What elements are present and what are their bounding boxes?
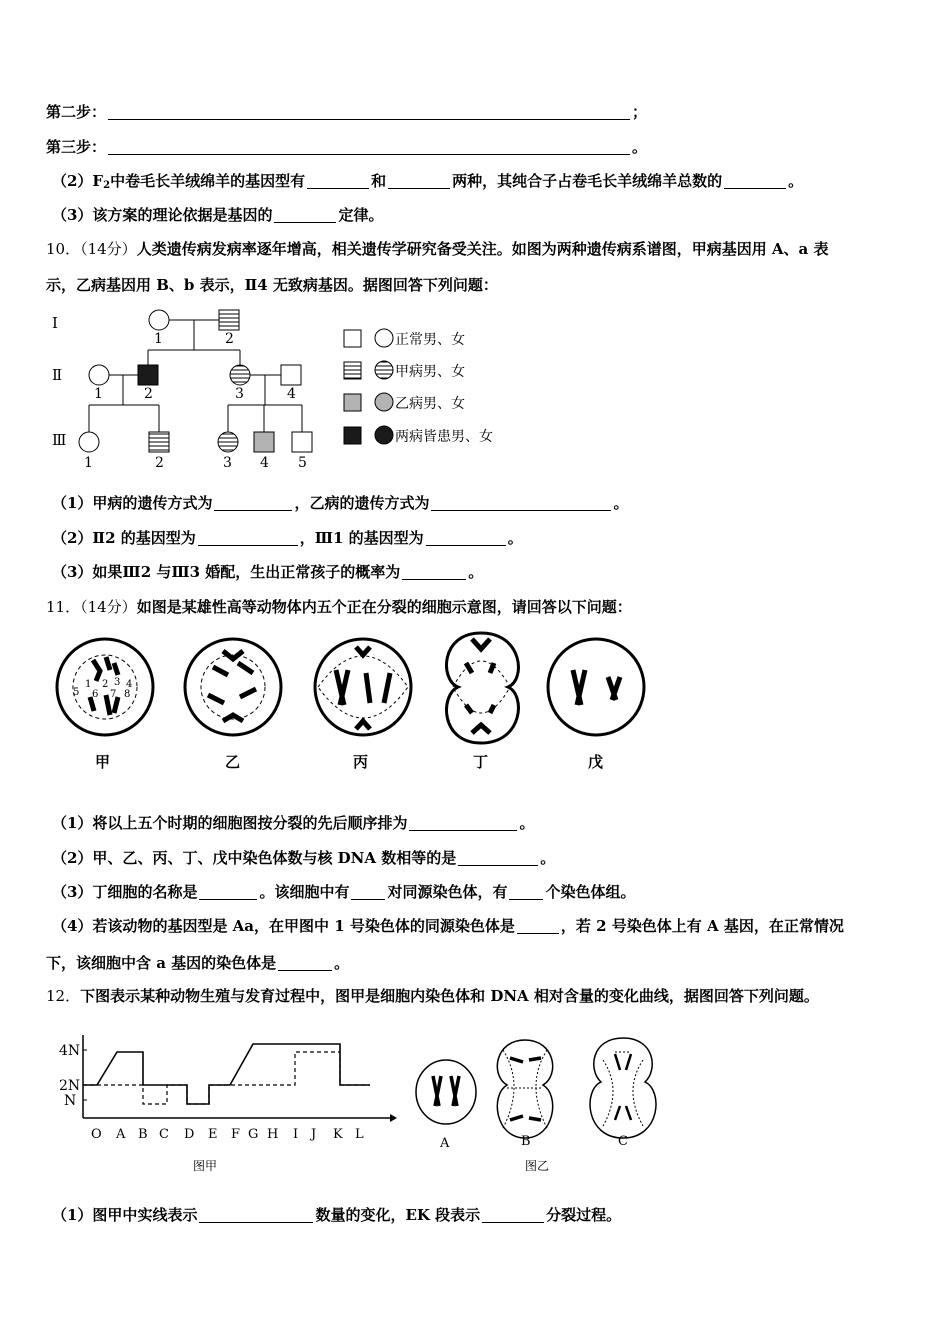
legend-b-female bbox=[375, 393, 393, 411]
cell-bing bbox=[315, 639, 411, 735]
x-label-b: B bbox=[138, 1127, 148, 1142]
dashed-curve bbox=[83, 1052, 370, 1104]
q11-part1 bbox=[52, 813, 534, 833]
q9-p2-c: 和 bbox=[371, 172, 387, 190]
x-label-g: G bbox=[248, 1127, 259, 1142]
gen2-male-4 bbox=[281, 365, 301, 385]
gen2-female-3 bbox=[230, 365, 250, 385]
x-label-o: O bbox=[91, 1127, 102, 1142]
q11-p3-blank1[interactable] bbox=[199, 885, 257, 900]
gen3-male-2 bbox=[149, 432, 169, 452]
gen3-male-4 bbox=[254, 432, 274, 452]
graph-jia bbox=[59, 1035, 397, 1173]
q10-p3-blank[interactable] bbox=[402, 565, 466, 580]
q9-step3 bbox=[46, 137, 647, 157]
legend-b-male bbox=[344, 394, 361, 411]
x-label-l: L bbox=[355, 1127, 364, 1142]
cell-c bbox=[590, 1038, 656, 1138]
q11-intro-text: 如图是某雄性高等动物体内五个正在分裂的细胞示意图，请回答以下问题： bbox=[136, 598, 632, 616]
x-axis-arrow bbox=[390, 1114, 397, 1122]
q10-p2-blank1[interactable] bbox=[198, 531, 298, 546]
q9-p3-blank[interactable] bbox=[274, 208, 336, 223]
legend-normal-male bbox=[344, 330, 361, 347]
jia-num-5: 5 bbox=[73, 687, 80, 698]
gen3-num-3: 3 bbox=[223, 455, 232, 471]
x-label-d: D bbox=[184, 1127, 195, 1142]
gen3-female-1 bbox=[79, 432, 99, 452]
jia-num-2: 2 bbox=[102, 679, 109, 690]
cell-jia bbox=[57, 639, 153, 735]
legend-text-3: 乙病男、女 bbox=[395, 396, 465, 412]
q9-step3-end: 。 bbox=[632, 138, 648, 156]
cell-label-bing: 丙 bbox=[353, 753, 369, 771]
x-label-e: E bbox=[208, 1127, 218, 1142]
gen2-num-4: 4 bbox=[287, 386, 296, 402]
q10-p2-b: ，Ⅲ1 的基因型为 bbox=[299, 529, 424, 547]
cell-label-jia: 甲 bbox=[95, 753, 111, 771]
caption-fig-yi: 图乙 bbox=[525, 1159, 550, 1173]
gen1-male-2 bbox=[219, 310, 239, 330]
q12-intro-text: 下图表示某种动物生殖与发育过程中，图甲是细胞内染色体和 DNA 相对含量的变化曲线，据图回答下列问题。 bbox=[80, 987, 819, 1005]
gen3-num-2: 2 bbox=[155, 455, 164, 471]
q9-step3-blank[interactable] bbox=[108, 140, 630, 155]
q10-part2 bbox=[52, 528, 523, 548]
q11-p3-b: 。该细胞中有 bbox=[259, 883, 350, 901]
q9-part3 bbox=[52, 205, 383, 225]
gen-label-3: Ⅲ bbox=[52, 431, 67, 449]
q10-p1-b: ，乙病的遗传方式为 bbox=[294, 494, 430, 512]
q9-p2-d: 两种，其纯合子占卷毛长羊绒绵羊总数的 bbox=[452, 172, 723, 190]
gen2-num-2: 2 bbox=[144, 386, 153, 402]
q12-p1-blank1[interactable] bbox=[199, 1208, 313, 1223]
q9-step2 bbox=[46, 102, 647, 122]
q12-p1-b: 数量的变化，EK 段表示 bbox=[315, 1206, 481, 1224]
q9-p2-blank3[interactable] bbox=[724, 174, 786, 189]
gen3-num-1: 1 bbox=[84, 455, 93, 471]
q11-p2-a: （2）甲、乙、丙、丁、戊中染色体数与核 DNA 数相等的是 bbox=[52, 849, 457, 867]
q10-part1 bbox=[52, 493, 628, 513]
graph-yi bbox=[416, 1038, 656, 1173]
legend-text-4: 两病皆患男、女 bbox=[395, 429, 493, 445]
x-label-j: J bbox=[311, 1127, 317, 1142]
gen3-num-5: 5 bbox=[298, 455, 307, 471]
q10-p1-blank2[interactable] bbox=[431, 496, 611, 511]
gen3-num-4: 4 bbox=[260, 455, 269, 471]
x-label-i: I bbox=[293, 1127, 299, 1142]
cell-label-b: B bbox=[521, 1134, 531, 1149]
y-label-n: N bbox=[64, 1093, 77, 1109]
gen2-num-1: 1 bbox=[94, 386, 103, 402]
legend-both-male bbox=[344, 427, 361, 444]
pedigree-chart bbox=[40, 305, 520, 475]
gen1-female-1 bbox=[149, 310, 169, 330]
q11-p3-a: （3）丁细胞的名称是 bbox=[52, 883, 198, 901]
legend-a-female bbox=[375, 361, 393, 379]
legend-text-1: 正常男、女 bbox=[395, 332, 465, 348]
q10-p1-blank1[interactable] bbox=[214, 496, 292, 511]
q11-part3 bbox=[52, 882, 636, 902]
q10-number: 10．（14分） bbox=[46, 240, 137, 258]
x-label-h: H bbox=[267, 1127, 279, 1142]
jia-num-4: 4 bbox=[126, 679, 133, 690]
q9-p2-e: 。 bbox=[788, 172, 804, 190]
q11-p1-b: 。 bbox=[519, 814, 535, 832]
q9-p2-blank2[interactable] bbox=[388, 174, 450, 189]
q11-p4-blank2[interactable] bbox=[278, 956, 332, 971]
q9-p3-b: 定律。 bbox=[338, 206, 384, 224]
q12-figure bbox=[55, 1030, 675, 1180]
q12-p1-blank2[interactable] bbox=[482, 1208, 544, 1223]
q11-p3-d: 个染色体组。 bbox=[545, 883, 636, 901]
q11-p2-blank[interactable] bbox=[458, 851, 538, 866]
q11-p1-a: （1）将以上五个时期的细胞图按分裂的先后顺序排为 bbox=[52, 814, 408, 832]
q11-number: 11．（14分） bbox=[46, 598, 137, 616]
jia-num-8: 8 bbox=[124, 689, 131, 700]
q9-p2-blank1[interactable] bbox=[307, 174, 369, 189]
q11-p3-c: 对同源染色体，有 bbox=[387, 883, 508, 901]
cell-ding bbox=[447, 633, 519, 743]
q11-intro bbox=[46, 597, 632, 617]
gen2-male-2 bbox=[138, 365, 158, 385]
cell-label-a: A bbox=[440, 1136, 450, 1151]
x-label-f: F bbox=[231, 1127, 241, 1142]
q10-p2-blank2[interactable] bbox=[426, 531, 506, 546]
q11-p4-blank1[interactable] bbox=[517, 919, 559, 934]
cell-division-figure bbox=[48, 625, 648, 780]
gen2-female-1 bbox=[89, 365, 109, 385]
gen3-female-3 bbox=[218, 432, 238, 452]
q9-step3-label: 第三步： bbox=[46, 138, 107, 156]
jia-num-1: 1 bbox=[85, 679, 92, 690]
q9-step2-label: 第二步： bbox=[46, 103, 107, 121]
q10-intro-line1 bbox=[46, 239, 829, 259]
q12-intro bbox=[46, 986, 819, 1006]
gen-label-1: Ⅰ bbox=[52, 314, 58, 332]
q11-p3-blank3[interactable] bbox=[509, 885, 543, 900]
cell-label-ding: 丁 bbox=[473, 753, 489, 771]
cell-wu bbox=[548, 639, 644, 735]
x-label-k: K bbox=[333, 1127, 343, 1142]
q11-p3-blank2[interactable] bbox=[351, 885, 385, 900]
legend-both-female bbox=[375, 426, 393, 444]
y-label-2n: 2N bbox=[59, 1078, 81, 1094]
gen1-num-2: 2 bbox=[225, 331, 234, 347]
q9-p2-a: （2）F bbox=[52, 172, 104, 190]
gen1-num-1: 1 bbox=[154, 331, 163, 347]
solid-curve bbox=[83, 1044, 370, 1104]
q12-number: 12． bbox=[46, 987, 81, 1005]
q11-p4-c: 下，该细胞中含 a 基因的染色体是 bbox=[46, 954, 277, 972]
q11-p4-a: （4）若该动物的基因型是 Aa，在甲图中 1 号染色体的同源染色体是 bbox=[52, 917, 515, 935]
legend-a-male bbox=[344, 362, 361, 379]
gen3-male-5 bbox=[292, 432, 312, 452]
q12-part1 bbox=[52, 1205, 621, 1225]
q10-p2-a: （2）Ⅱ2 的基因型为 bbox=[52, 529, 196, 547]
x-label-a: A bbox=[116, 1127, 126, 1142]
gen-label-2: Ⅱ bbox=[52, 366, 63, 384]
q11-part4-line2 bbox=[46, 953, 349, 973]
q9-part2 bbox=[52, 171, 803, 196]
jia-num-7: 7 bbox=[110, 689, 117, 700]
jia-num-6: 6 bbox=[92, 689, 99, 700]
jia-num-3: 3 bbox=[114, 677, 121, 688]
q12-p1-c: 分裂过程。 bbox=[546, 1206, 622, 1224]
q10-intro2: 示，乙病基因用 B、b 表示，Ⅱ4 无致病基因。据图回答下列问题： bbox=[46, 276, 498, 294]
legend-normal-female bbox=[375, 329, 393, 347]
q11-p4-d: 。 bbox=[334, 954, 350, 972]
q9-p2-b: 中卷毛长羊绒绵羊的基因型有 bbox=[110, 172, 306, 190]
q11-part2 bbox=[52, 848, 555, 868]
q10-intro-line2 bbox=[46, 275, 498, 295]
q10-intro1: 人类遗传病发病率逐年增高，相关遗传学研究备受关注。如图为两种遗传病系谱图，甲病基因用 A、a 表 bbox=[136, 240, 829, 258]
q9-step2-blank[interactable] bbox=[108, 105, 630, 120]
q9-step2-end: ； bbox=[632, 103, 648, 121]
q10-p2-c: 。 bbox=[507, 529, 523, 547]
q10-p3-a: （3）如果Ⅲ2 与Ⅲ3 婚配，生出正常孩子的概率为 bbox=[52, 563, 401, 581]
q10-p3-b: 。 bbox=[468, 563, 484, 581]
cell-yi bbox=[185, 639, 281, 735]
cell-label-wu: 戊 bbox=[588, 753, 604, 771]
q10-part3 bbox=[52, 562, 483, 582]
q10-p1-c: 。 bbox=[613, 494, 629, 512]
cell-label-c: C bbox=[618, 1134, 628, 1149]
q9-p3-a: （3）该方案的理论依据是基因的 bbox=[52, 206, 273, 224]
y-label-4n: 4N bbox=[59, 1043, 81, 1059]
legend-text-2: 甲病男、女 bbox=[395, 364, 465, 380]
q9-p2-sub: 2 bbox=[103, 180, 111, 191]
q10-p1-a: （1）甲病的遗传方式为 bbox=[52, 494, 213, 512]
q12-p1-a: （1）图甲中实线表示 bbox=[52, 1206, 198, 1224]
q11-part4-line1 bbox=[52, 916, 844, 936]
cell-a bbox=[416, 1060, 476, 1124]
q11-p4-b: ，若 2 号染色体上有 A 基因，在正常情况 bbox=[560, 917, 844, 935]
q11-p1-blank[interactable] bbox=[409, 816, 517, 831]
q11-p2-b: 。 bbox=[540, 849, 556, 867]
x-label-c: C bbox=[159, 1127, 169, 1142]
gen2-num-3: 3 bbox=[235, 386, 244, 402]
cell-label-yi: 乙 bbox=[225, 753, 241, 771]
caption-fig-jia: 图甲 bbox=[193, 1159, 218, 1173]
